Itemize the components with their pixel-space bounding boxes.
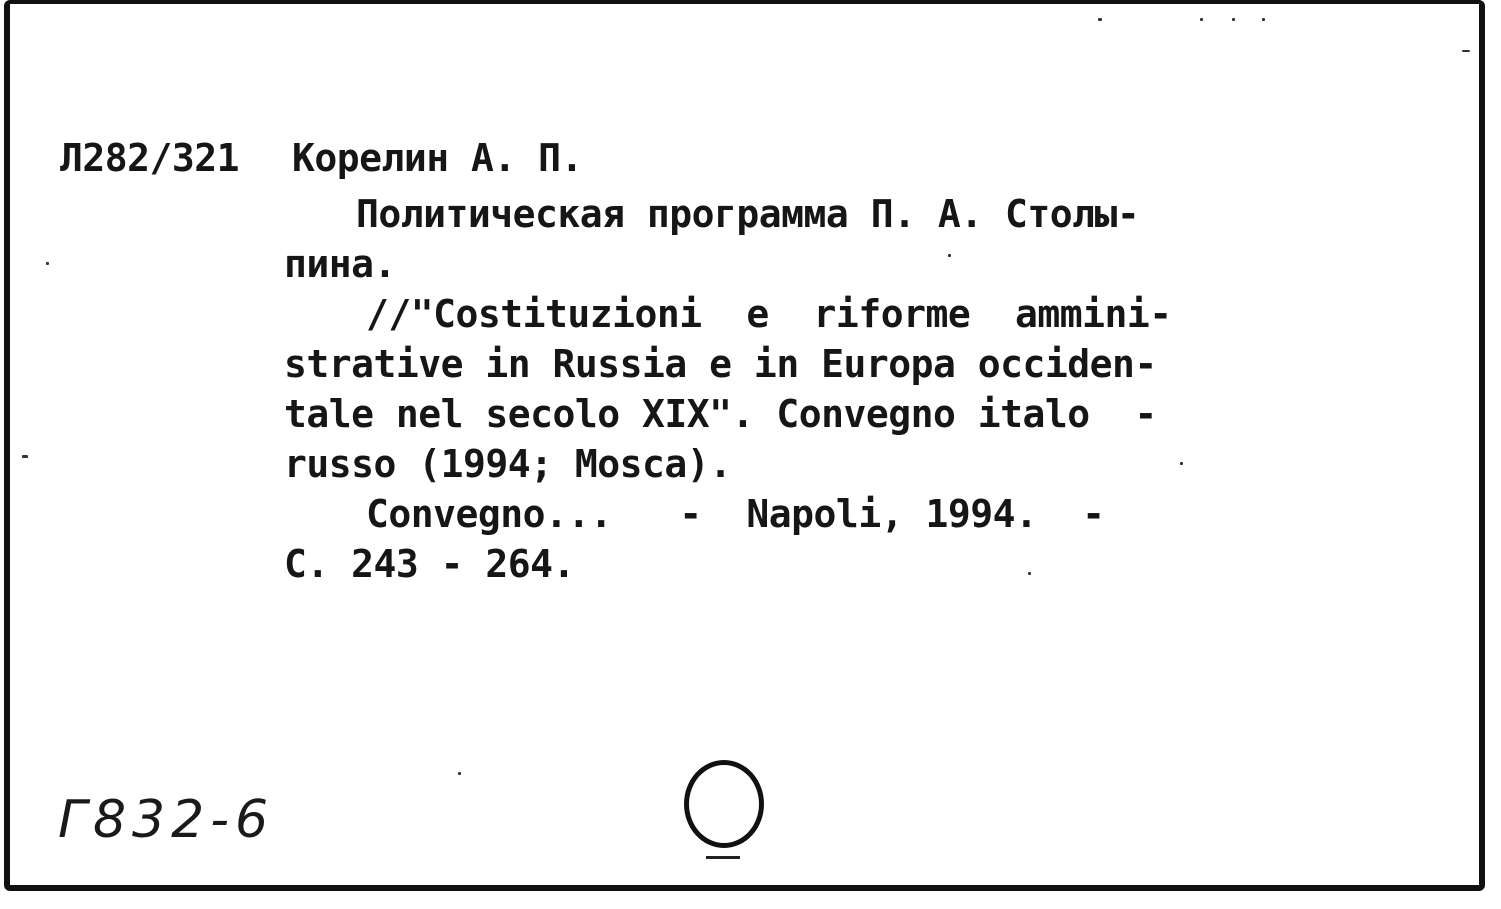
- source-line: russo (1994; Mosca).: [284, 442, 732, 486]
- pages-line: С. 243 - 264.: [284, 542, 575, 586]
- title-line: Политическая программа П. А. Столы-: [356, 192, 1140, 236]
- card-punch-hole: [684, 760, 764, 848]
- catalog-card: [4, 0, 1485, 891]
- scan-speck: [458, 772, 461, 775]
- author-heading: Корелин А. П.: [292, 136, 583, 180]
- scan-speck: [1028, 572, 1031, 575]
- hole-mark: [706, 856, 740, 859]
- scan-speck: [46, 262, 49, 265]
- publication-line: Convegno... - Napoli, 1994. -: [366, 492, 1105, 536]
- source-line: //"Costituzioni e riforme ammini-: [366, 292, 1172, 336]
- scan-speck: [948, 254, 951, 257]
- scan-speck: [22, 455, 28, 458]
- scan-speck: [1200, 18, 1203, 21]
- scan-speck: [1098, 18, 1102, 21]
- scan-speck: [1232, 18, 1235, 21]
- handwritten-code: Г832-6: [58, 790, 275, 850]
- source-line: strative in Russia e in Europa occiden-: [284, 342, 1157, 386]
- scan-speck: [1462, 50, 1470, 52]
- source-line: tale nel secolo XIX". Convegno italo -: [284, 392, 1157, 436]
- title-line: пина.: [284, 242, 396, 286]
- shelf-mark: Л282/321: [60, 136, 240, 180]
- scan-speck: [1262, 18, 1265, 21]
- scan-speck: [1180, 462, 1183, 465]
